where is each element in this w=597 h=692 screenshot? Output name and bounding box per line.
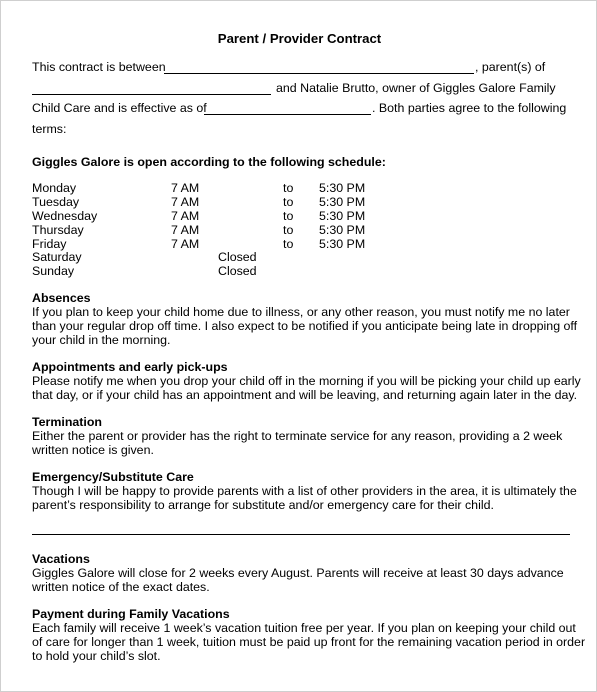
emergency-line: parent’s responsibility to arrange for substitute and/or emergency care for their child.	[32, 498, 494, 512]
schedule-to: to	[283, 223, 294, 237]
schedule-day: Monday	[32, 181, 77, 195]
termination-line: written notice is given.	[32, 443, 154, 457]
schedule-to: to	[283, 181, 294, 195]
payment-heading: Payment during Family Vacations	[32, 607, 230, 621]
vacations-heading: Vacations	[32, 552, 90, 566]
vacations-line: written notice of the exact dates.	[32, 580, 210, 594]
absences-heading: Absences	[32, 291, 91, 305]
schedule-open: 7 AM	[171, 181, 200, 195]
intro-line3-end: . Both parties agree to the following	[372, 101, 567, 115]
payment-line: Each family will receive 1 week’s vacation tuition free per year. If you plan on keeping your child out	[32, 621, 576, 635]
effective-date-blank[interactable]	[204, 114, 371, 115]
schedule-to: to	[283, 209, 294, 223]
schedule-open: 7 AM	[171, 209, 200, 223]
absences-line: If you plan to keep your child home due to illness, or any other reason, you must notify me no later	[32, 305, 570, 319]
schedule-day: Wednesday	[32, 209, 98, 223]
intro-line2: and Natalie Brutto, owner of Giggles Galore Family	[276, 81, 556, 95]
schedule-open: 7 AM	[171, 195, 200, 209]
schedule-close: 5:30 PM	[319, 181, 366, 195]
payment-line: to hold your child’s slot.	[32, 649, 161, 663]
child-name-blank[interactable]	[32, 94, 271, 95]
schedule-heading: Giggles Galore is open according to the following schedule:	[32, 155, 386, 169]
divider-line	[32, 534, 570, 535]
payment-line: of care for longer than 1 week, tuition must be paid up front for the remaining vacation period in order	[32, 635, 586, 649]
vacations-line: Giggles Galore will close for 2 weeks every August. Parents will receive at least 30 days advance	[32, 566, 564, 580]
termination-heading: Termination	[32, 415, 102, 429]
page-title: Parent / Provider Contract	[217, 31, 382, 46]
schedule-to: to	[283, 195, 294, 209]
emergency-heading: Emergency/Substitute Care	[32, 470, 194, 484]
schedule-day: Sunday	[32, 264, 75, 278]
schedule-day: Friday	[32, 237, 67, 251]
intro-line3-start: Child Care and is effective as of	[32, 101, 207, 115]
intro-line1-end: , parent(s) of	[475, 60, 546, 74]
schedule-day: Saturday	[32, 250, 82, 264]
schedule-day: Thursday	[32, 223, 84, 237]
schedule-close: 5:30 PM	[319, 195, 366, 209]
schedule-day: Tuesday	[32, 195, 80, 209]
appointments-line: Please notify me when you drop your child off in the morning if you will be picking your child up early	[32, 374, 581, 388]
emergency-line: Though I will be happy to provide parents with a list of other providers in the area, it is ultimately the	[32, 484, 577, 498]
schedule-close: 5:30 PM	[319, 237, 366, 251]
parent-name-blank[interactable]	[164, 73, 474, 74]
schedule-close: 5:30 PM	[319, 209, 366, 223]
intro-line4: terms:	[32, 122, 67, 136]
absences-line: your child in the morning.	[32, 333, 171, 347]
absences-line: than your regular drop off time. I also expect to be notified if you anticipate being late in dropping off	[32, 319, 578, 333]
schedule-closed: Closed	[218, 250, 257, 264]
schedule-close: 5:30 PM	[319, 223, 366, 237]
termination-line: Either the parent or provider has the right to terminate service for any reason, providing a 2 week	[32, 429, 563, 443]
appointments-heading: Appointments and early pick-ups	[32, 360, 228, 374]
intro-line1-start: This contract is between	[32, 60, 166, 74]
schedule-to: to	[283, 237, 294, 251]
schedule-closed: Closed	[218, 264, 257, 278]
schedule-open: 7 AM	[171, 223, 200, 237]
schedule-open: 7 AM	[171, 237, 200, 251]
appointments-line: that day, or if your child has an appointment and will be leaving, and returning again later in the day.	[32, 388, 578, 402]
